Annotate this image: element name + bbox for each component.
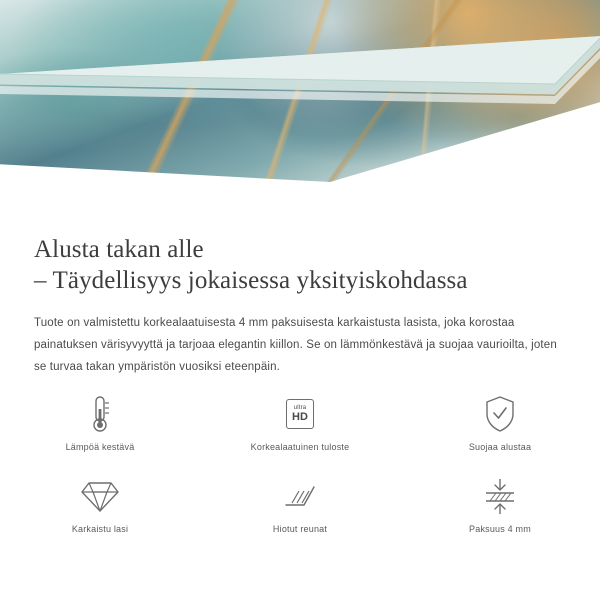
- feature-label: Lämpöä kestävä: [65, 442, 135, 452]
- sparkle-icon: [566, 166, 578, 178]
- polished-edges-icon: [282, 474, 318, 518]
- ultra-hd-badge-top: ultra: [293, 405, 307, 411]
- hero-product-image: [0, 0, 600, 222]
- feature-grid: [0, 392, 600, 552]
- glass-panel-surface: [0, 0, 600, 222]
- diamond-icon: [80, 474, 120, 518]
- shield-check-icon: [483, 392, 517, 436]
- headline-line-1: Alusta takan alle: [34, 236, 204, 263]
- feature-tempered-glass: [0, 474, 200, 552]
- feature-protects-surface: [400, 392, 600, 470]
- sparkle-icon: [520, 172, 546, 198]
- thermometer-icon: [83, 392, 117, 436]
- thickness-arrows-icon: [482, 474, 518, 518]
- feature-label: Paksuus 4 mm: [469, 524, 531, 534]
- sparkle-icon: [551, 186, 567, 202]
- feature-label: Korkealaatuinen tuloste: [250, 442, 350, 452]
- feature-polished-edges: [200, 474, 400, 552]
- headline-line-2: – Täydellisyys jokaisessa yksityiskohdassa: [34, 267, 468, 294]
- feature-label: Hiotut reunat: [272, 524, 328, 534]
- page-title: [0, 222, 600, 296]
- feature-label: Karkaistu lasi: [71, 524, 129, 534]
- feature-heat-resistant: [0, 392, 200, 470]
- body-paragraph: Tuote on valmistettu korkealaatuisesta 4 mm paksuisesta karkaistusta lasista, joka korostaa painatuksen värisyvyyttä ja tarjoaa elegantin kiillon. Se on lämmönkestävä ja suojaa vaurioilta, joten se turvaa takan ympäristön vuosiksi eteenpäin.: [34, 317, 557, 373]
- feature-label: Suojaa alustaa: [468, 442, 532, 452]
- feature-high-quality-print: [200, 392, 400, 470]
- ultra-hd-icon: [286, 392, 314, 436]
- gold-vein-overlay: [0, 0, 600, 222]
- ultra-hd-badge-bottom: HD: [292, 411, 308, 423]
- text-content: [0, 222, 600, 378]
- feature-thickness: [400, 474, 600, 552]
